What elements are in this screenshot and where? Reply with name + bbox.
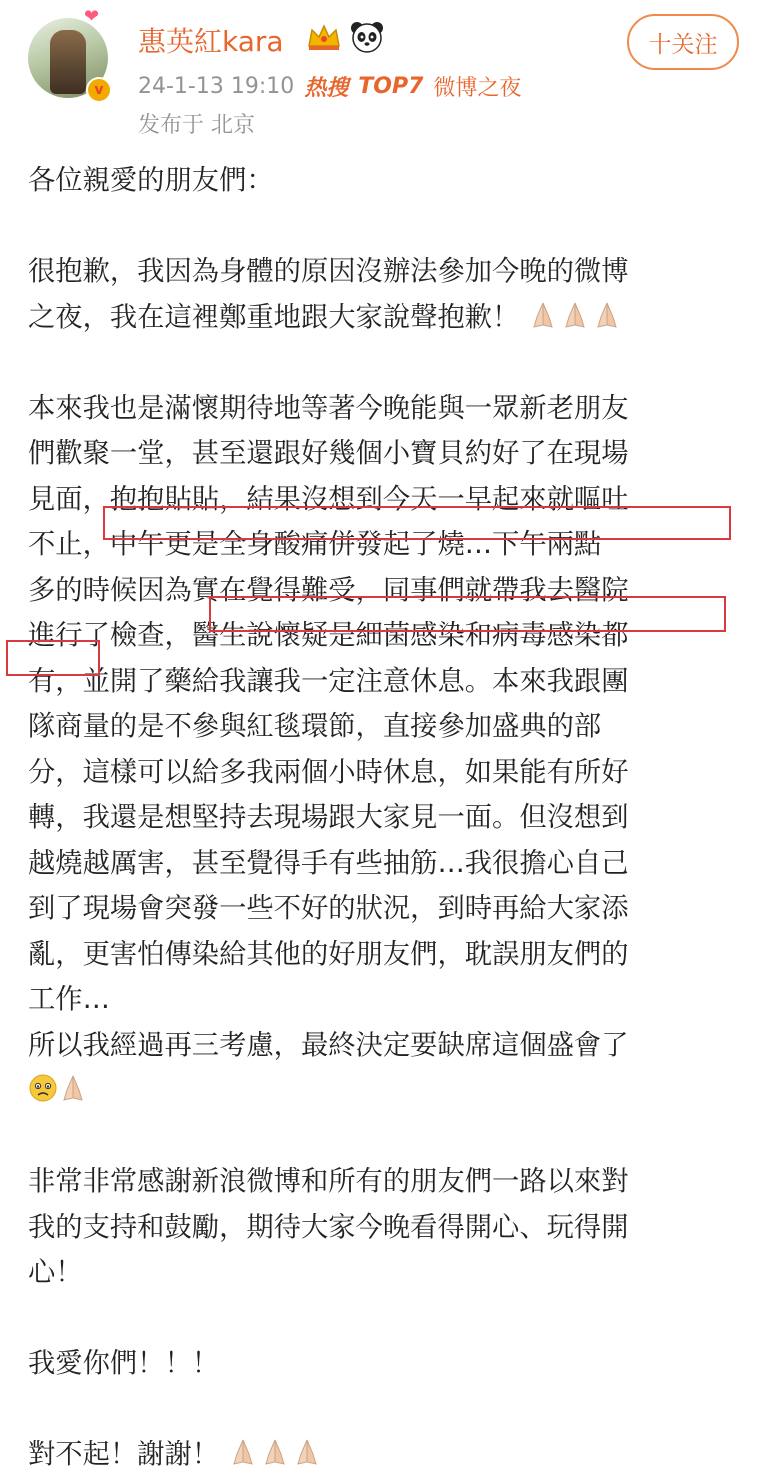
post-gap — [28, 340, 744, 386]
post-gap — [28, 1114, 744, 1160]
post-line: 很抱歉，我因為身體的原因沒辦法參加今晚的微博 — [28, 256, 629, 287]
post-line: 所以我經過再三考慮，最終決定要缺席這個盛會了 — [28, 1029, 629, 1061]
post-line: 有，並開了藥給我讓我一定注意休息。本來我跟團 — [28, 665, 629, 697]
pray-emoji-icon — [58, 1074, 88, 1102]
post-line: 亂，更害怕傳染給其他的好朋友們，耽誤朋友們的 — [28, 938, 629, 970]
post-line: 轉，我還是想堅持去現場跟大家見一面。但沒想到 — [28, 802, 629, 833]
follow-button[interactable]: 十关注 — [627, 14, 739, 70]
post-line: 非常非常感謝新浪微博和所有的朋友們一路以來對 — [28, 1166, 629, 1197]
post-line: 越燒越厲害，甚至覺得手有些抽筋…我很擔心自己 — [28, 847, 629, 879]
post-line: 心！ — [28, 1257, 83, 1288]
pray-emoji-icon — [560, 301, 590, 329]
post-line — [28, 295, 744, 341]
post-line: 我愛你們！！！ — [28, 1348, 220, 1379]
hot-search-label[interactable]: 热搜 — [304, 75, 349, 101]
post-line-text: 對不起！謝謝！ — [28, 1439, 220, 1470]
avatar-figure — [50, 30, 86, 94]
post-gap — [28, 204, 744, 250]
post-line: 我的支持和鼓勵，期待大家今晚看得開心、玩得開 — [28, 1211, 629, 1243]
pray-emoji-icon — [228, 1438, 258, 1466]
heart-icon: ❤ — [84, 6, 100, 27]
post-body — [28, 158, 744, 1478]
pray-emoji-icon — [528, 301, 558, 329]
post-timestamp: 24-1-13 19:10 — [138, 73, 295, 99]
username[interactable]: 惠英紅kara — [138, 25, 284, 58]
post-header — [0, 0, 766, 140]
post-line: 隊商量的是不參與紅毯環節，直接參加盛典的部 — [28, 711, 602, 742]
post-line-text: 之夜，我在這裡鄭重地跟大家說聲抱歉！ — [28, 301, 520, 333]
pray-emoji-icon — [292, 1438, 322, 1466]
crown-icon — [306, 22, 342, 52]
post-line: 分，這樣可以給多我兩個小時休息，如果能有所好 — [28, 756, 629, 788]
post-line: 本來我也是滿懷期待地等著今晚能與一眾新老朋友 — [28, 392, 629, 424]
post-location: 发布于 北京 — [138, 113, 255, 138]
pray-emoji-icon — [592, 301, 622, 329]
post-line: 們歡聚一堂，甚至還跟好幾個小寶貝約好了在現場 — [28, 438, 629, 469]
post-line: 不止，中午更是全身酸痛併發起了燒…下午兩點 — [28, 529, 602, 560]
post-line — [28, 1432, 744, 1478]
post-line: 工作… — [28, 984, 110, 1015]
pray-emoji-icon — [260, 1438, 290, 1466]
post-line: 進行了檢查，醫生說懷疑是細菌感染和病毒感染都 — [28, 620, 629, 651]
post-meta — [138, 70, 521, 102]
panda-icon — [350, 20, 384, 54]
post-line: 見面，抱抱貼貼，結果沒想到今天一早起來就嘔吐 — [28, 483, 629, 515]
top-rank-label[interactable]: TOP7 — [358, 73, 424, 99]
post-line — [28, 1068, 744, 1114]
verified-badge-icon: v — [86, 77, 112, 103]
post-gap — [28, 1387, 744, 1433]
topic-link[interactable]: 微博之夜 — [433, 75, 522, 101]
post-line: 多的時候因為實在覺得難受，同事們就帶我去醫院 — [28, 574, 629, 606]
sad-emoji-icon — [28, 1073, 58, 1103]
post-line: 各位親愛的朋友們： — [28, 165, 274, 196]
post-gap — [28, 1296, 744, 1342]
post-line: 到了現場會突發一些不好的狀況，到時再給大家添 — [28, 893, 629, 924]
